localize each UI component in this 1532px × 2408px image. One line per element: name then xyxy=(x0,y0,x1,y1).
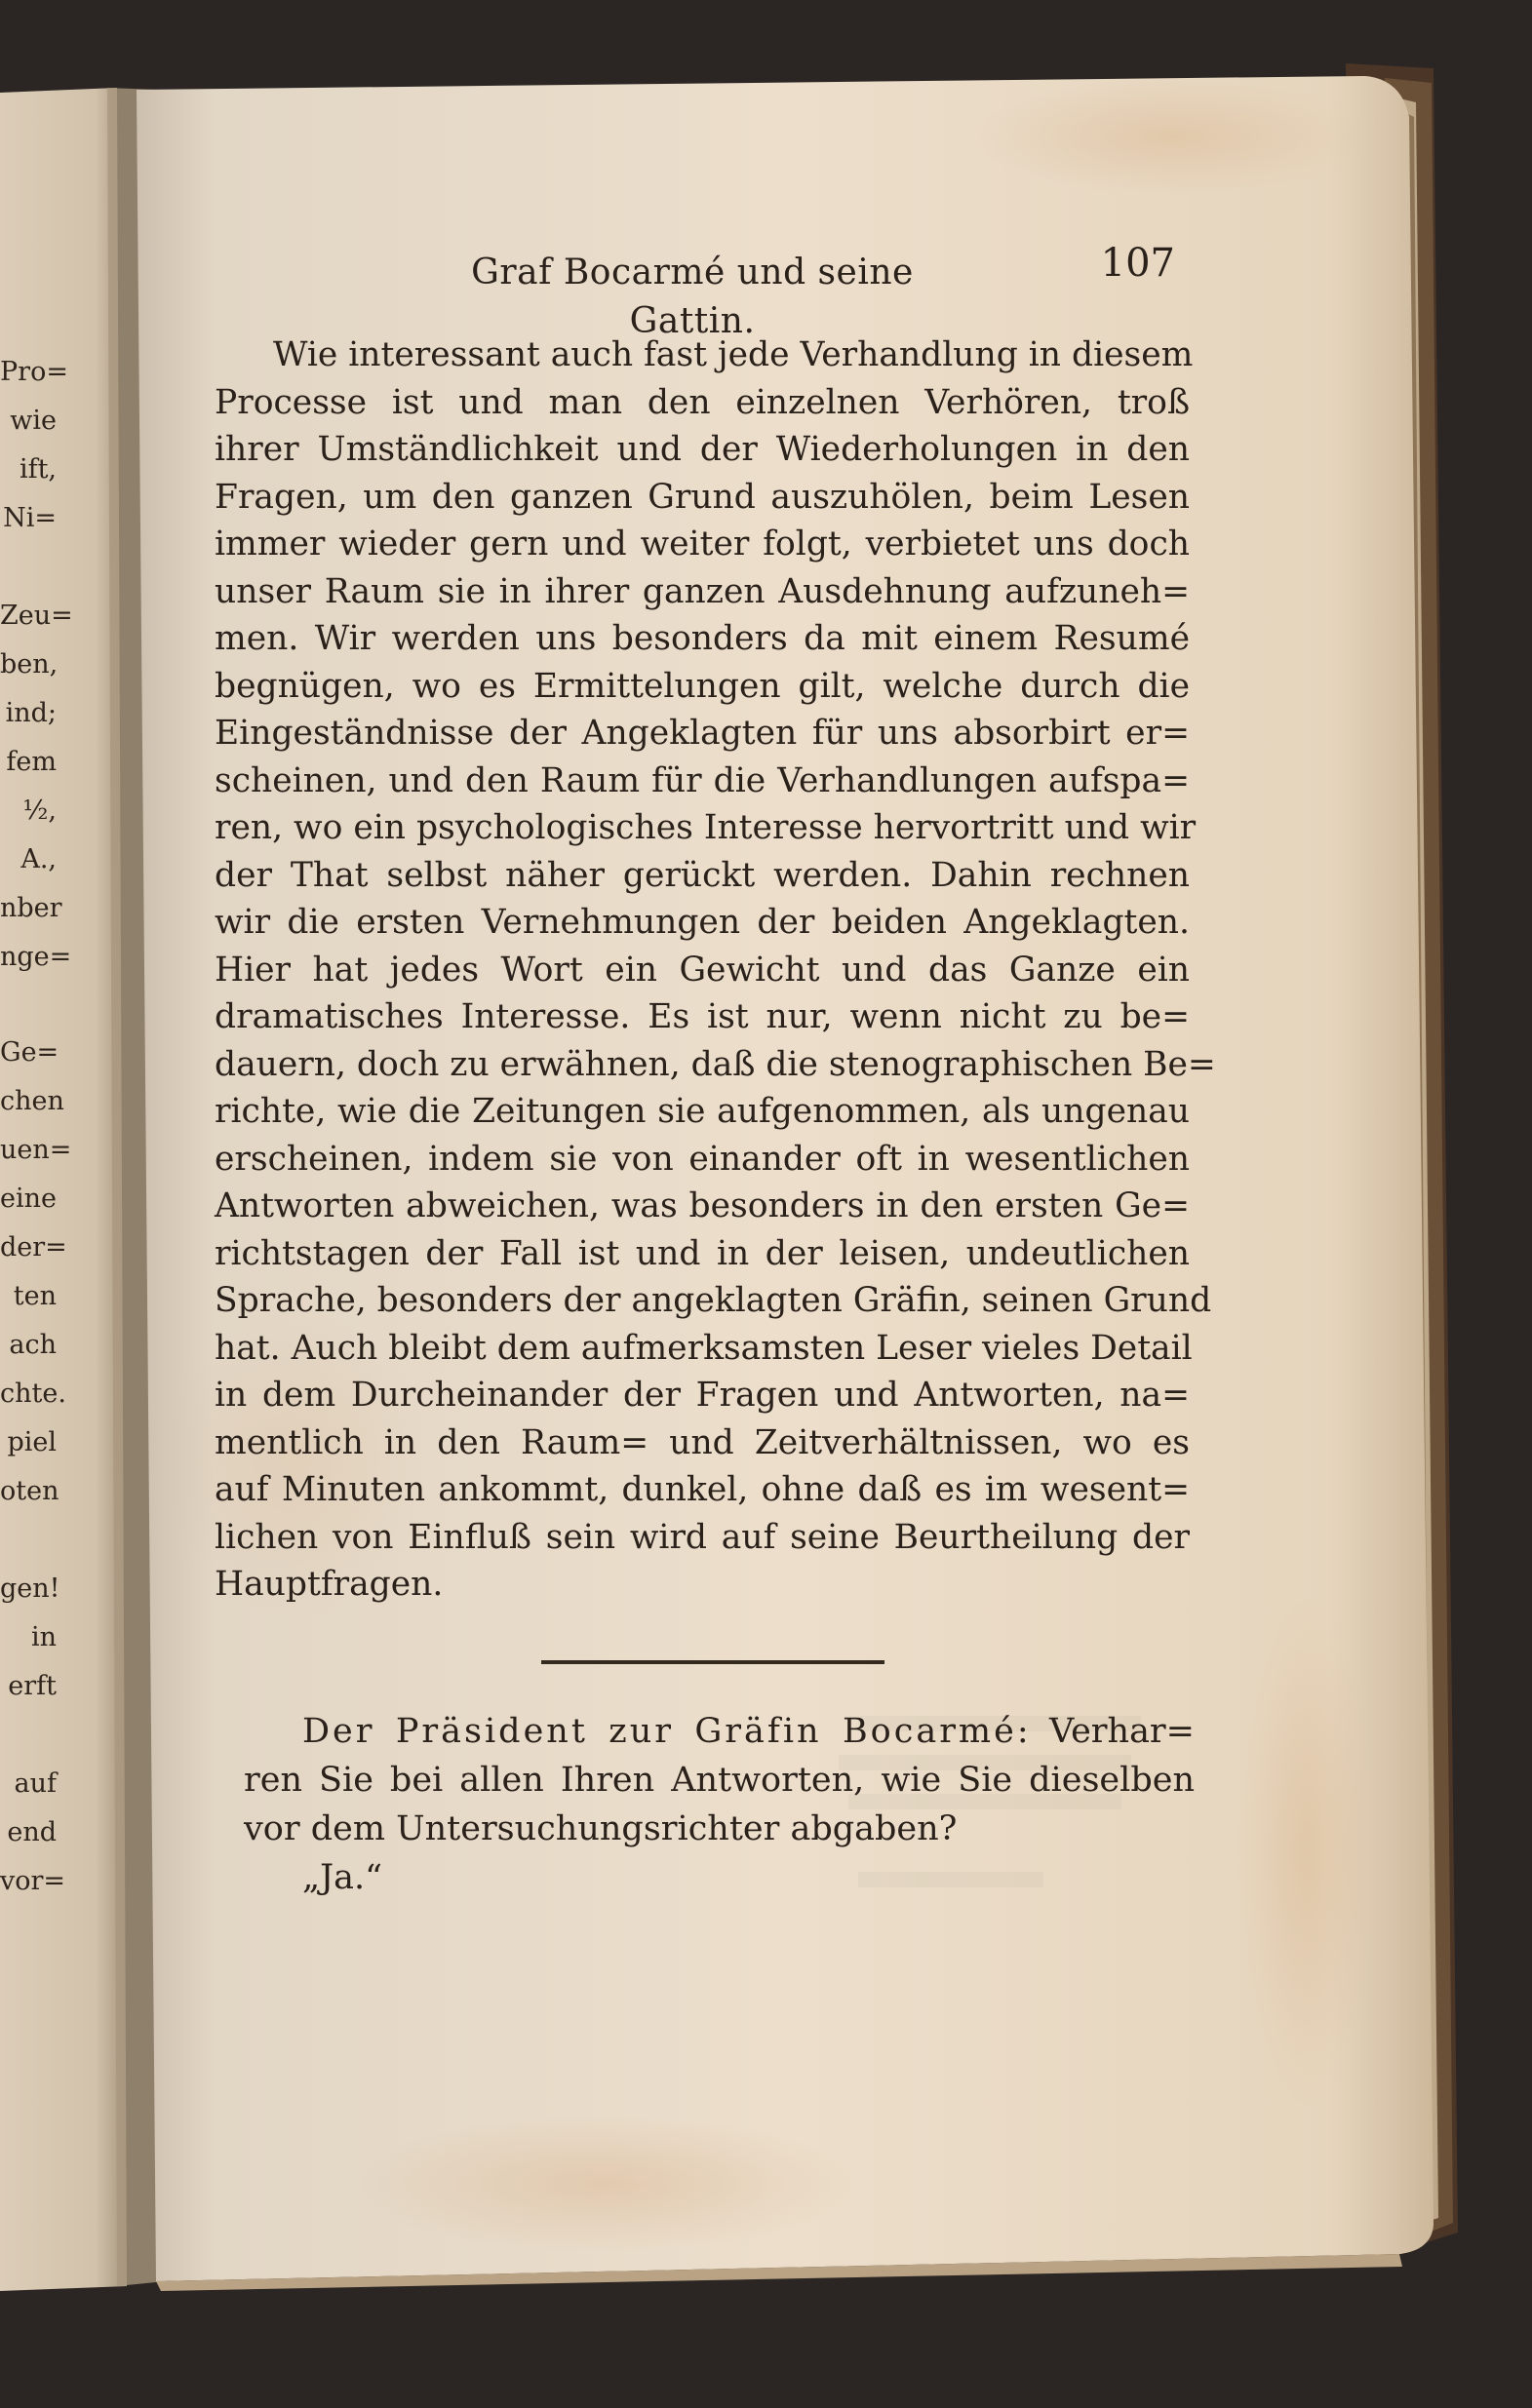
text-line: lichen von Einfluß sein wird auf seine Beurtheilung der xyxy=(215,1517,1190,1557)
left-page-fragment: chte. xyxy=(0,1379,66,1409)
left-page-fragment: ift, xyxy=(19,454,57,485)
left-page-fragment: end xyxy=(7,1817,57,1847)
text-line: Fragen, um den ganzen Grund auszuhölen, beim Lesen xyxy=(215,477,1190,517)
text-line: dramatisches Interesse. Es ist nur, wenn nicht zu be= xyxy=(215,997,1190,1036)
left-page-fragment: fem xyxy=(6,747,57,777)
left-page-fragment: ach xyxy=(9,1330,57,1360)
left-page-fragment: auf xyxy=(14,1768,57,1799)
text-line: begnügen, wo es Ermittelungen gilt, welche durch die xyxy=(215,666,1190,706)
section-rule xyxy=(541,1660,884,1664)
left-page-fragment: Pro= xyxy=(0,357,68,387)
left-page-fragment: erft xyxy=(8,1671,57,1701)
text-line: wir die ersten Vernehmungen der beiden Angeklagten. xyxy=(215,903,1190,942)
speaker-label: Der Präsident zur Gräfin Bocarmé: xyxy=(302,1712,1032,1751)
dialogue-text: Verhar= xyxy=(1049,1712,1195,1751)
left-page-fragment: Ge= xyxy=(0,1037,59,1068)
left-page-fragment: piel xyxy=(7,1427,57,1457)
text-line: dauern, doch zu erwähnen, daß die stenographischen Be= xyxy=(215,1044,1216,1084)
text-line: Hauptfragen. xyxy=(215,1565,444,1604)
text-line: immer wieder gern und weiter folgt, verbietet uns doch xyxy=(215,524,1190,563)
left-page-fragment: nge= xyxy=(0,942,72,972)
left-page-fragment: vor= xyxy=(0,1866,66,1896)
left-page-fragment: uen= xyxy=(0,1135,72,1165)
text-line: Sprache, besonders der angeklagten Gräfin, seinen Grund xyxy=(215,1281,1212,1320)
left-page-fragment: ben, xyxy=(0,649,59,680)
text-line: Antworten abweichen, was besonders in den ersten Ge= xyxy=(215,1186,1190,1225)
text-line: Processe ist und man den einzelnen Verhören, troß xyxy=(215,382,1190,422)
answer-line: „Ja.“ xyxy=(302,1858,383,1897)
dialogue-line: vor dem Untersuchungsrichter abgaben? xyxy=(244,1809,958,1848)
text-line: richte, wie die Zeitungen sie aufgenommen, als ungenau xyxy=(215,1092,1190,1131)
left-page-fragment: ind; xyxy=(5,698,57,728)
text-line: Eingeständnisse der Angeklagten für uns absorbirt er= xyxy=(215,714,1190,753)
dialogue-line xyxy=(244,1708,1195,1755)
page-number: 107 xyxy=(1100,241,1175,286)
left-page-fragment: oten xyxy=(0,1476,59,1506)
left-page-fragment: ten xyxy=(13,1281,57,1311)
text-line: richtstagen der Fall ist und in der leisen, undeutlichen xyxy=(215,1233,1190,1273)
left-page-fragment: ½, xyxy=(22,796,57,826)
left-page-fragment: Zeu= xyxy=(0,601,73,631)
text-line: ihrer Umständlichkeit und der Wiederholungen in den xyxy=(215,430,1190,469)
running-head: Graf Bocarmé und seine Gattin. xyxy=(471,252,914,341)
text-line: hat. Auch bleibt dem aufmerksamsten Leser vieles Detail xyxy=(215,1328,1193,1368)
text-line: in dem Durcheinander der Fragen und Antworten, na= xyxy=(215,1376,1190,1415)
text-line: auf Minuten ankommt, dunkel, ohne daß es im wesent= xyxy=(215,1470,1190,1509)
left-page-fragment: A., xyxy=(20,844,57,874)
left-page-fragment: eine xyxy=(0,1184,57,1214)
text-line: Wie interessant auch fast jede Verhandlung in diesem xyxy=(273,335,1194,374)
left-page-fragment: wie xyxy=(10,406,57,436)
text-line: Hier hat jedes Wort ein Gewicht und das Ganze ein xyxy=(215,950,1190,990)
dialogue-line: ren Sie bei allen Ihren Antworten, wie Sie dieselben xyxy=(244,1761,1195,1800)
left-page-fragment: nber xyxy=(0,893,62,923)
left-page-fragment: der= xyxy=(0,1232,67,1262)
left-page-fragment: gen! xyxy=(0,1573,60,1604)
left-page-fragment: chen xyxy=(0,1086,64,1116)
text-line: mentlich in den Raum= und Zeitverhältnissen, wo es xyxy=(215,1422,1190,1462)
left-page-fragment: Ni= xyxy=(3,503,57,533)
text-line: der That selbst näher gerückt werden. Dahin rechnen xyxy=(215,855,1190,895)
left-page-fragment: in xyxy=(30,1622,57,1652)
text-line: men. Wir werden uns besonders da mit einem Resumé xyxy=(215,619,1190,658)
text-line: unser Raum sie in ihrer ganzen Ausdehnung aufzuneh= xyxy=(215,571,1190,611)
text-line: ren, wo ein psychologisches Interesse hervortritt und wir xyxy=(215,808,1197,847)
text-line: scheinen, und den Raum für die Verhandlungen aufspa= xyxy=(215,760,1190,800)
text-line: erscheinen, indem sie von einander oft in wesentlichen xyxy=(215,1139,1190,1179)
